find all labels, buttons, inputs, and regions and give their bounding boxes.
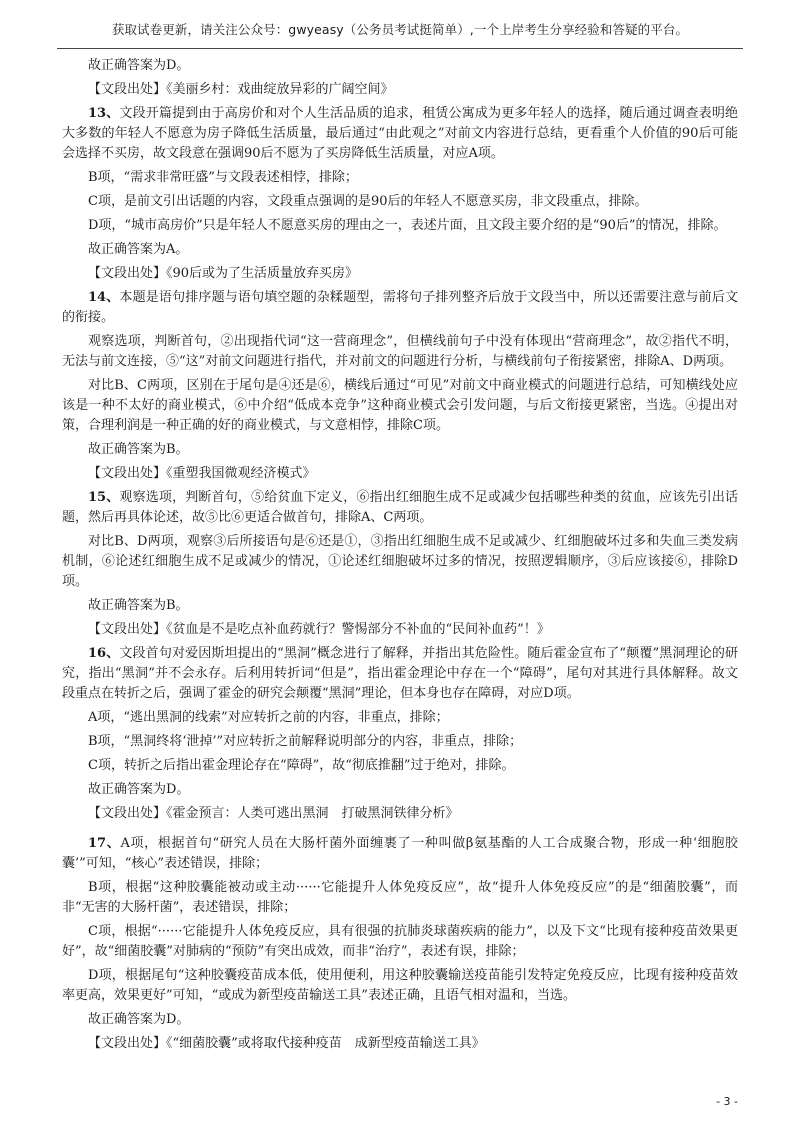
paragraph-text: A项，根据首句“研究人员在大肠杆菌外面缠裹了一种叫做β氨基酯的人工合成聚合物，形成一种‘细胞胶囊’”可知，“核心”表述错误，排除； bbox=[62, 836, 738, 871]
paragraph bbox=[62, 240, 738, 260]
question-number: 17、 bbox=[88, 836, 121, 851]
paragraph-text: 文段开篇提到由于高房价和对个人生活品质的追求，租赁公寓成为更多年轻人的选择，随后通过调查表明绝大多数的年轻人不愿意为房子降低生活质量，最后通过“由此观之”对前文内容进行总结，更看重个人价值的90后可能会选择不买房，故文段意在强调90后不愿为了买房降低生活质量，对应A项。 bbox=[62, 106, 738, 161]
question-number: 15、 bbox=[88, 490, 120, 505]
question-number: 14、 bbox=[88, 290, 120, 305]
question-paragraph bbox=[62, 644, 738, 704]
paragraph bbox=[62, 532, 738, 592]
paragraph bbox=[62, 780, 738, 800]
header-notice: 获取试卷更新，请关注公众号：gwyeasy（公务员考试挺简单）,一个上岸考生分享经验和答疑的平台。 bbox=[111, 22, 689, 37]
paragraph-text: 本题是语句排序题与语句填空题的杂糅题型，需将句子排列整齐后放于文段当中，所以还需要注意与前后文的衔接。 bbox=[62, 290, 738, 325]
paragraph bbox=[62, 1010, 738, 1030]
paragraph bbox=[62, 216, 738, 236]
paragraph bbox=[62, 80, 738, 100]
paragraph-text: 故正确答案为D。 bbox=[88, 782, 190, 797]
paragraph bbox=[62, 168, 738, 188]
paragraph-text: C项，根据“······它能提升人体免疫反应，具有很强的抗肺炎球菌疾病的能力”，以及下文“比现有接种疫苗效果更好”，故“细菌胶囊”对肺病的“预防”有突出成效，而非“治疗”，表述有误，排除； bbox=[62, 924, 738, 959]
paragraph-text: 故正确答案为B。 bbox=[88, 442, 189, 457]
paragraph bbox=[62, 732, 738, 752]
paragraph bbox=[62, 596, 738, 616]
paragraph-text: 对比B、C两项，区别在于尾句是④还是⑥，横线后通过“可见”对前文中商业模式的问题进行总结，可知横线处应该是一种不太好的商业模式，⑥中介绍“低成本竞争”这种商业模式会引发问题，与后文衔接更紧密，当选。④提出对策，合理利润是一种正确的好的商业模式，与文意相悖，排除C项。 bbox=[62, 378, 738, 433]
paragraph bbox=[62, 440, 738, 460]
question-paragraph bbox=[62, 488, 738, 528]
paragraph-text: 对比B、D两项，观察③后所接语句是⑥还是①，③指出红细胞生成不足或减少、红细胞破坏过多和失血三类发病机制，⑥论述红细胞生成不足或减少的情况，①论述红细胞破坏过多的情况，按照逻辑顺序，③后应该接⑥，排除D项。 bbox=[62, 534, 738, 589]
paragraph-text: B项，“需求非常旺盛”与文段表述相悖，排除； bbox=[88, 170, 358, 185]
paragraph bbox=[62, 192, 738, 212]
paragraph bbox=[62, 878, 738, 918]
answer-explanations bbox=[62, 56, 738, 1058]
paragraph-text: 观察选项，判断首句，②出现指代词“这一营商理念”，但横线前句子中没有体现出“营商理念”，故②指代不明，无法与前文连接，⑤“这”对前文问题进行指代，并对前文的问题进行分析，与横线前句子衔接紧密，排除A、D两项。 bbox=[62, 334, 738, 369]
paragraph bbox=[62, 264, 738, 284]
paragraph bbox=[62, 1034, 738, 1054]
paragraph bbox=[62, 966, 738, 1006]
paragraph-text: 【文段出处】《“细菌胶囊”或将取代接种疫苗 成新型疫苗输送工具》 bbox=[88, 1036, 485, 1051]
question-paragraph bbox=[62, 834, 738, 874]
question-number: 16、 bbox=[88, 646, 120, 661]
paragraph-text: 【文段出处】《90后或为了生活质量放弃买房》 bbox=[88, 266, 359, 281]
question-paragraph bbox=[62, 104, 738, 164]
paragraph-text: A项，“逃出黑洞的线索”对应转折之前的内容，非重点，排除； bbox=[88, 710, 449, 725]
paragraph bbox=[62, 756, 738, 776]
paragraph-text: 观察选项，判断首句，⑤给贫血下定义，⑥指出红细胞生成不足或减少包括哪些种类的贫血，应该先引出话题，然后再具体论述，故⑤比⑥更适合做首句，排除A、C两项。 bbox=[62, 490, 738, 525]
paragraph-text: 故正确答案为D。 bbox=[88, 58, 190, 73]
paragraph-text: B项，“黑洞终将‘泄掉’”对应转折之前解释说明部分的内容，非重点，排除； bbox=[88, 734, 523, 749]
paragraph-text: 故正确答案为B。 bbox=[88, 598, 189, 613]
paragraph bbox=[62, 464, 738, 484]
paragraph-text: D项，“城市高房价”只是年轻人不愿意买房的理由之一，表述片面，且文段主要介绍的是“90后”的情况，排除。 bbox=[88, 218, 727, 233]
paragraph-text: 故正确答案为A。 bbox=[88, 242, 189, 257]
paragraph bbox=[62, 56, 738, 76]
page-number: - 3 - bbox=[716, 1095, 738, 1108]
paragraph-text: 【文段出处】《美丽乡村：戏曲绽放异彩的广阔空间》 bbox=[88, 82, 394, 97]
paragraph-text: 【文段出处】《霍金预言：人类可逃出黑洞 打破黑洞铁律分析》 bbox=[88, 806, 459, 821]
paragraph-text: D项，根据尾句“这种胶囊疫苗成本低，使用便利，用这种胶囊输送疫苗能引发特定免疫反应，比现有接种疫苗效率更高，效果更好”可知，“或成为新型疫苗输送工具”表述正确，且语气相对温和，当选。 bbox=[62, 968, 738, 1003]
paragraph bbox=[62, 708, 738, 728]
paragraph-text: 文段首句对爱因斯坦提出的“黑洞”概念进行了解释，并指出其危险性。随后霍金宣布了“颠覆”黑洞理论的研究，指出“黑洞”并不会永存。后利用转折词“但是”，指出霍金理论中存在一个“障碍”，尾句对其进行具体解释。故文段重点在转折之后，强调了霍金的研究会颠覆“黑洞”理论，但本身也存在障碍，对应D项。 bbox=[62, 646, 738, 701]
page-header bbox=[57, 0, 743, 49]
paragraph-text: C项，是前文引出话题的内容，文段重点强调的是90后的年轻人不愿意买房，非文段重点，排除。 bbox=[88, 194, 648, 209]
paragraph bbox=[62, 332, 738, 372]
question-paragraph bbox=[62, 288, 738, 328]
paragraph-text: B项，根据“这种胶囊能被动或主动······它能提升人体免疫反应”，故“提升人体免疫反应”的是“细菌胶囊”，而非“无害的大肠杆菌”，表述错误，排除； bbox=[62, 880, 738, 915]
paragraph-text: 故正确答案为D。 bbox=[88, 1012, 190, 1027]
paragraph-text: 【文段出处】《重塑我国微观经济模式》 bbox=[88, 466, 316, 481]
paragraph bbox=[62, 922, 738, 962]
paragraph bbox=[62, 804, 738, 824]
paragraph bbox=[62, 376, 738, 436]
paragraph-text: 【文段出处】《贫血是不是吃点补血药就行？警惕部分不补血的“民间补血药”！》 bbox=[88, 622, 550, 637]
paragraph bbox=[62, 620, 738, 640]
question-number: 13、 bbox=[88, 106, 120, 121]
paragraph-text: C项，转折之后指出霍金理论存在“障碍”，故“彻底推翻”过于绝对，排除。 bbox=[88, 758, 515, 773]
